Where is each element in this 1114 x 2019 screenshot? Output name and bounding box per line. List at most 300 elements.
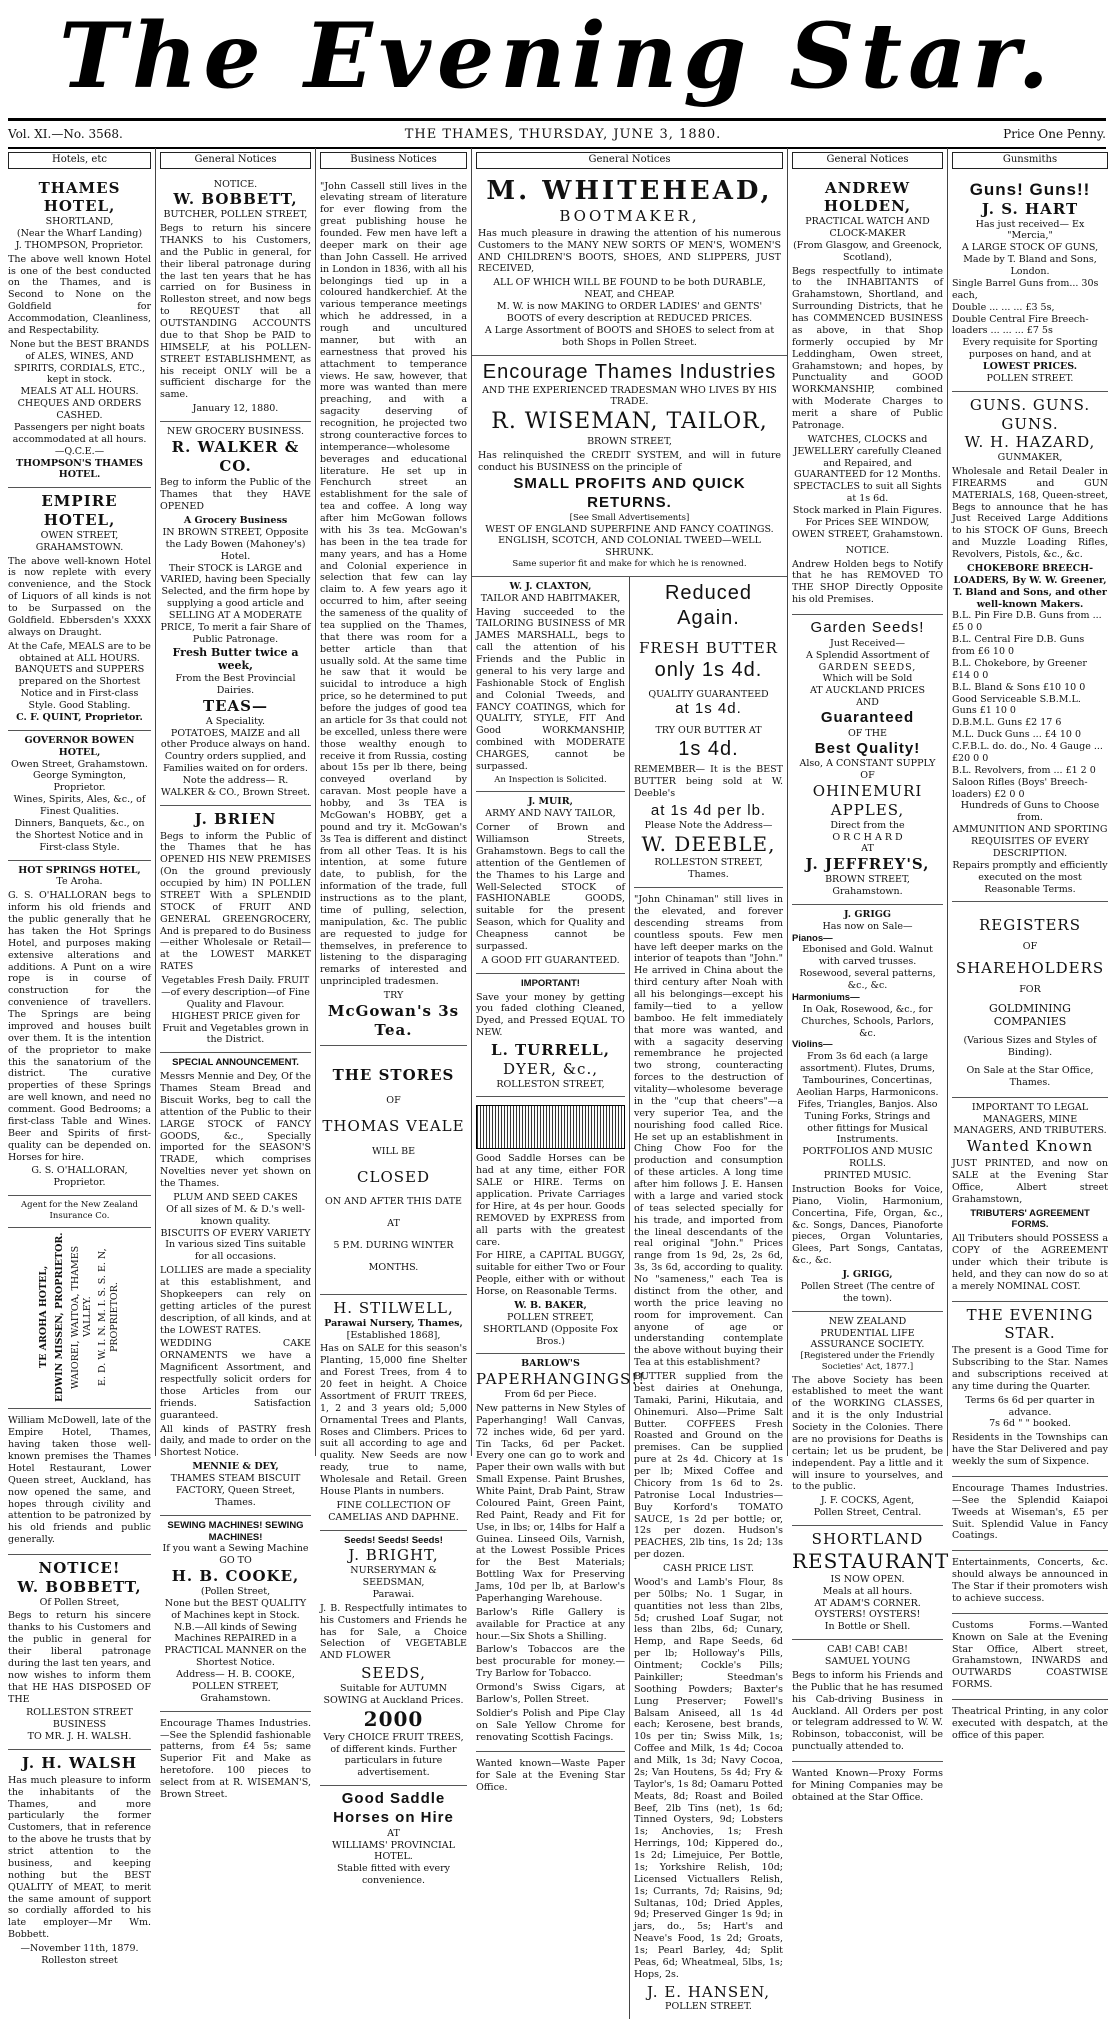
ad-line: MEALS AT ALL HOURS.	[20, 386, 139, 398]
ad-title: J. MUIR,	[528, 796, 573, 808]
ad-title: J. E. HANSEN,	[646, 1982, 771, 2001]
ad-title: J. BRIEN	[194, 809, 277, 828]
ad-line: Wines, Spirits, Ales, &c., of Finest Qualities.	[13, 794, 146, 817]
ad-line: BUTCHER, POLLEN STREET,	[163, 209, 308, 221]
ad-line: PORTFOLIOS AND MUSIC ROLLS.	[802, 1146, 933, 1170]
ad-title: SPECIAL ANNOUNCEMENT.	[172, 1057, 299, 1069]
price-line: C.F.B.L. do. do., No. 4 Gauge ... £20 0 0	[952, 741, 1103, 764]
ad-line: Guaranteed	[820, 709, 915, 726]
ad-line: Their STOCK is LARGE and VARIED, having been Specially Selected, and the firm hope by supplying a good article and SELLING AT A MODERATE PRICE, To merit a fair Share of Public Patronage.	[160, 562, 311, 645]
ad-body: Wanted known—Waste Paper for Sale at the Evening Star Office.	[476, 1758, 625, 1794]
ad-title: W. BOBBETT,	[173, 190, 298, 209]
ad-title: J. GRIGG,	[842, 1269, 893, 1280]
ad-line: POLLEN STREET.	[665, 2001, 752, 2013]
ad-body: All kinds of PASTRY fresh daily, and made to order on the Shortest Notice.	[160, 1423, 311, 1459]
ad-holden	[792, 175, 943, 616]
ad-line: W. B. BAKER,	[514, 1299, 587, 1311]
ad-line: POLLEN STREET, SHORTLAND (Opposite Fox Bros.)	[483, 1311, 618, 1347]
ad-body: Has relinquished the CREDIT SYSTEM, and will in future conduct his BUSINESS on the principle of	[478, 449, 781, 473]
ad-body: BUTTER supplied from the best dairies at Onehunga, Tamaki, Parini, Hikutaia, and Ohinemuri. Also—Prime Salt Butter. COFFEES Fresh Roasted and Ground on the premises. Can be supplied pure at 2s 4d. Chicory at 1s per lb; Mixed Coffee and Chicory from 1s 6d to 2s. Patronise Local Industries—Buy Korford's TOMATO SAUCE, 1s 2d per bottle; or, 12s per dozen. Hudson's PEACHES, 2lb tins, 1s 2d; 13s per dozen.	[634, 1371, 783, 1561]
ad-title: ANDREW HOLDEN,	[823, 178, 912, 216]
ad-line: BISCUITS OF EVERY VARIETY	[160, 1227, 311, 1239]
ad-title: J. S. HART	[981, 199, 1079, 218]
ad-line: HIGHEST PRICE given for Fruit and Vegetables grown in the District.	[162, 1010, 309, 1046]
ad-thames-hotel	[8, 175, 151, 489]
price-line: B.L. Chokebore, by Greener £14 0 0	[952, 657, 1087, 681]
ad-title: THE STORES	[332, 1066, 455, 1085]
ad-wiseman	[472, 356, 787, 577]
ad-line: In Bottle or Shell.	[824, 1621, 911, 1633]
ad-agent	[8, 1196, 151, 1228]
ad-line: AT ADAM'S CORNER.	[814, 1597, 921, 1609]
ad-line: LOWEST PRICES.	[982, 361, 1078, 372]
ad-title: Seeds! Seeds! Seeds!	[344, 1534, 443, 1546]
ad-good-saddle-horses	[320, 1786, 467, 1893]
ad-line: ROLLESTON STREET,	[496, 1078, 605, 1090]
rotated-line: TE AROHA HOTEL,	[37, 1266, 49, 1369]
ad-line: OYSTERS! OYSTERS!	[814, 1609, 921, 1621]
ad-line: MONTHS.	[368, 1262, 419, 1273]
ad-line: For Prices SEE WINDOW, OWEN STREET, Grahamstown.	[792, 516, 943, 540]
ad-line: SHORTLAND,	[45, 216, 114, 227]
ad-hart	[952, 175, 1108, 392]
ad-body: WEDDING CAKE ORNAMENTS we have a Magnificent Assortment, and respectfully solicit orders for those Articles from our friends. Satisfaction guaranteed.	[160, 1338, 311, 1421]
ad-line: —November 11th, 1879.	[20, 1943, 139, 1954]
ad-body: "John Chinaman" still lives in the elevated, and forever descending streams from countless spouts. Few men have left deeper marks on the interior of teapots than "John." He arrived in China about the third century after Noah with all his belongings—except his family—tied to a yellow bamboo. He felt immediately that more was wanted, and with a sagacity deserving remembrance he projected two strong, counteracting forces to the destruction of vitality—wholesome beverage in the "cup that cheers"—a very superior Tea, and the nourishing food called Rice. He set up an establishment in Ching Chow Foo for the production and consumption of these articles. A long time after him follows J. E. Hansen with a large and varied stock of teas selected specially for his trade, and imported from the lineal descendants of the real original "John." Prices range from 1s 9d, 2s, 2s 6d, 3s, 3s 6d, according to quality. No "sameness," each Tea is distinct from the other, and worth the price leaving no room for improvement. Can anyone of age or understanding contemplate the above without buying their Tea at this establishment?	[634, 894, 783, 1369]
ad-body: Begs to inform the Public of the Thames that he has OPENED HIS NEW PREMISES (On the ground previously occupied by him) IN POLLEN STREET With a SPLENDID STOCK of FRUIT AND GENERAL GREENGROCERY, And is prepared to do Business—either Wholesale or Retail—at the LOWEST MARKET RATES	[160, 830, 311, 973]
ad-cab	[792, 1640, 943, 1762]
ad-title: J. H. WALSH	[21, 1754, 138, 1772]
ad-line: A Large Assortment of BOOTS and SHOES to select from at both Shops in Pollen Street.	[484, 324, 775, 348]
ad-line: GOLDMINING COMPANIES	[989, 1001, 1071, 1029]
column-5-lower	[630, 577, 787, 2019]
ad-line: AT	[387, 1218, 400, 1230]
column-header: Hotels, etc	[8, 152, 151, 169]
ad-line: only 1s 4d.	[654, 658, 763, 681]
ad-title: McGowan's 3s Tea.	[327, 1001, 460, 1039]
ad-line: Fresh Butter twice a week,	[172, 645, 299, 673]
ad-line: (From Glasgow, and Greenock, Scotland),	[793, 239, 942, 263]
ad-title: W. BOBBETT,	[17, 1577, 142, 1596]
ad-line: NEW ZEALAND	[828, 1315, 907, 1327]
ad-body: Wood's and Lamb's Flour, 8s per 50lbs; No. 1 Sugar, in quantities not less than 2lbs, 5d; crushed Loaf Sugar, not less than 2lbs, 6d; Cunary, Hemp, and Rape Seeds, 6d per lb; Holloway's Pills, Ointment; Cockle's Pills; Painkiller; Steedman's Soothing Powders; Baxter's Lung Preserver; Fowell's Balsam Aniseed, all 1s 4d each; Kerosene, best brands, 10s per tin; Swiss Milk, 1s; Coffee and Milk, 1s 4d; Cocoa and Milk, 1s 3d; Navy Cocoa, 2s; Van Houtens, 5s 4d; Fry & Taylor's, 1s 8d; Oamaru Potted Meats, 8d; Roast and Boiled Beef, 2lb Tins (net), 1s 6d; Tinned Oysters, 9d; Lobsters 1s; Anchovies, 1s; Fresh Herrings, 10d; Kippered do., 1s 2d; Limejuice, Per Bottle, 1s; Yorkshire Relish, 10d; Licensed Victuallers Relish, 1s; Currants, 7d; Raisins, 9d; Sultanas, 10d; Dried Apples, 9d; Preserved Ginger 1s 9d; in jars, do., 5s; Hart's and Neave's Food, 1s 2d; Groats, 1s; Pearl Barley, 4d; Split Peas, 6d; Wheatmeal, 5lbs, 1s; Hops, 2s.	[634, 1576, 783, 1980]
ad-line: NEW GROCERY BUSINESS.	[167, 426, 304, 437]
ad-muir	[476, 792, 625, 973]
rotated-line: E. D. W. I. N. M. I. S. S. E. N, PROPRIETOR.	[97, 1248, 121, 1387]
ad-line: G. S. O'HALLORAN, Proprietor.	[31, 1165, 128, 1189]
ad-line: AMMUNITION AND SPORTING REQUISITES OF EVERY DESCRIPTION.	[952, 824, 1108, 859]
ad-line: AT	[387, 1827, 400, 1839]
ad-line: WEST OF ENGLAND SUPERFINE AND FANCY COATINGS. ENGLISH, SCOTCH, AND COLONIAL TWEED—WELL SHRUNK.	[485, 523, 774, 559]
ad-line: Parawai.	[372, 1588, 415, 1600]
ad-mennie-dey	[160, 1053, 311, 1515]
ad-title: Good Saddle Horses on Hire	[333, 1790, 454, 1826]
ad-line: From 6d per Piece.	[504, 1389, 597, 1400]
split-columns	[472, 577, 787, 2019]
ad-title: Wanted Known	[966, 1137, 1094, 1156]
column-header: Gunsmiths	[952, 152, 1108, 169]
ad-title: Encourage Thames Industries	[482, 360, 777, 383]
ad-body: Encourage Thames Industries.—See the Splendid Kaiapoi Tweeds at Wiseman's, £5 per Suit. Splendid Value in Fancy Coatings.	[952, 1482, 1108, 1542]
ad-body: Corner of Brown and Williamson Streets, Grahamstown. Begs to call the attention of the Gentlemen of the Thames to his Large and Well-Selected STOCK of FASHIONABLE GOODS, suitable for the present Season, which for Quality and Cheapness cannot be surpassed.	[476, 822, 625, 952]
ad-line: Country orders supplied, and Families waited on for orders.	[163, 751, 308, 775]
ad-line: Of all sizes of M. & D.'s well-known quality.	[166, 1203, 305, 1227]
ad-line: Same superior fit and make for which he is renowned.	[512, 559, 747, 570]
price-line: B.L. Pin Fire D.B. Guns from ... £5 0 0	[952, 610, 1102, 634]
ad-title: J. JEFFREY'S,	[805, 855, 930, 874]
ad-title: IMPORTANT!	[521, 977, 580, 989]
ad-line: Harmoniums—	[792, 991, 860, 1003]
ad-line: at 1s 4d.	[675, 700, 742, 718]
ad-deeble	[634, 577, 783, 888]
ad-hazard	[952, 392, 1108, 903]
price-line: D.B.M.L. Guns £2 17 6	[952, 717, 1062, 729]
price: Price One Penny.	[1003, 127, 1106, 141]
ad-line: C. F. QUINT, Proprietor.	[16, 711, 143, 723]
ad-line: [Established 1868],	[346, 1329, 441, 1341]
ad-line: AND THE EXPERIENCED TRADESMAN WHO LIVES BY HIS TRADE.	[482, 384, 777, 408]
ad-line: Dinners, Banquets, &c., on the Shortest Notice and in First-class Style.	[14, 817, 145, 853]
ad-line: AT AUCKLAND PRICES	[809, 685, 926, 697]
ad-line: None but the BEST BRANDS of ALES, WINES, AND SPIRITS, CORDIALS, ETC., kept in stock.	[9, 338, 150, 386]
ad-body: All Tributers should POSSESS a COPY of the AGREEMENT under which their tribute is held, and they can now do so at a merely NOMINAL COST.	[952, 1233, 1108, 1292]
column-gunsmiths	[948, 148, 1112, 1741]
ad-line: A Grocery Business	[183, 515, 288, 526]
volume-number: Vol. XI.—No. 3568.	[8, 127, 123, 141]
ad-hot-springs	[8, 861, 151, 1197]
ad-title: SHORTLAND	[811, 1530, 924, 1548]
ad-registers	[952, 902, 1108, 1097]
ad-line: Stock marked in Plain Figures.	[792, 505, 943, 516]
ad-line: M. W. is now MAKING to ORDER LADIES' and GENTS' BOOTS of every description at REDUCED PRICES.	[496, 301, 763, 324]
ad-line: Direct from the	[830, 819, 905, 831]
ad-line: TRY OUR BUTTER AT	[655, 725, 762, 737]
ad-line: Of Pollen Street,	[39, 1596, 120, 1608]
ad-title: M. WHITEHEAD,	[486, 175, 773, 206]
ad-line: A Splendid Assortment of	[806, 649, 929, 661]
ad-line: OF THE	[848, 727, 887, 739]
ad-line: WILLIAMS' PROVINCIAL HOTEL.	[332, 1839, 455, 1863]
masthead	[0, 0, 1114, 112]
ad-line: THOMPSON'S THAMES HOTEL.	[16, 457, 143, 481]
ad-line: PRINTED MUSIC.	[823, 1170, 912, 1181]
ad-grigg	[792, 905, 943, 1312]
ad-body: Ormond's Swiss Cigars, at Barlow's, Pollen Street.	[476, 1682, 625, 1705]
ad-line: WILL BE	[371, 1145, 416, 1157]
ad-line: POTATOES, MAIZE and all other Produce always on hand.	[160, 727, 311, 751]
ad-title: CLOSED	[357, 1167, 430, 1186]
ad-line: PRACTICAL WATCH AND CLOCK-MAKER	[805, 216, 930, 239]
place-date: THE THAMES, THURSDAY, JUNE 3, 1880.	[404, 126, 722, 142]
ad-title: L. TURRELL,	[491, 1041, 610, 1059]
ad-body: William McDowell, late of the Empire Hotel, Thames, having taken those well-known premises the Thames Hotel Restaurant, Lower Queen street, Auckland, has now opened the same, and hopes through civility and attention to be patronized by his old friends and public generally.	[8, 1415, 151, 1546]
ad-line: FINE COLLECTION OF CAMELIAS AND DAPHNE.	[328, 1499, 459, 1523]
ad-title: H. STILWELL,	[333, 1298, 454, 1317]
ad-prudential	[792, 1312, 943, 1526]
ad-line: OHINEMURI APPLES,	[812, 782, 923, 819]
ad-turrell	[476, 974, 625, 1098]
ad-line: TAILOR AND HABITMAKER,	[480, 592, 621, 604]
ad-body: The above well known Hotel is one of the best conducted on the Thames, and is Second to None on the Goldfield for Accommodation, Cleanliness, and Respectability.	[8, 253, 151, 336]
ad-line: FOR	[1019, 983, 1041, 995]
ad-line: A Speciality.	[205, 715, 266, 727]
ad-line: CHEQUES AND ORDERS CASHED.	[17, 398, 142, 421]
ad-body: J. B. Respectfully intimates to his Customers and Friends he has for Sale, a Choice Selection of VEGETABLE AND FLOWER	[320, 1602, 467, 1662]
ad-body: The above well-known Hotel is now replete with every convenience, and the Stock of Liquors of all kinds is not to be Surpassed on the Goldfield. Ebbersden's XXXX always on Draught.	[8, 555, 151, 638]
ad-line: MENNIE & DEY,	[192, 1461, 279, 1473]
rotated-line: WAIOREI, WAITOA, THAMES VALLEY.	[69, 1245, 93, 1389]
ad-title: CAB! CAB! CAB!	[827, 1644, 908, 1656]
ad-bobbett	[160, 175, 311, 423]
ad-line: CASH PRICE LIST.	[663, 1563, 754, 1574]
ad-body: Theatrical Printing, in any color executed with despatch, at the office of this paper.	[952, 1706, 1108, 1741]
ad-body: Soldier's Polish and Pipe Clay on Sale Yellow Chrome for renovating Scottish Facings.	[476, 1707, 625, 1743]
ad-body: Entertainments, Concerts, &c. should always be announced in The Star if their promoters wish to achieve success.	[952, 1557, 1108, 1604]
ad-line: Best Quality!	[814, 739, 921, 757]
ad-body: G. S. O'HALLORAN begs to inform his old friends and the public generally that he has taken the Hot Springs Hotel, and purposes making extensive alterations and additions. A Punt on a wire rope is in course of construction for the convenience of travellers. The Springs are being improved and houses built over them. It is the intention of the proprietor to make this the sanatorium of the district. The curative properties of these Springs are well known, and need no comment. Good Bedrooms; a first-class Table and Wines. Beer and Spirits of first-quality can be depended on. Horses for hire.	[8, 890, 151, 1163]
ad-line: J. F. COCKS, Agent,	[820, 1495, 915, 1507]
price-line: M.L. Duck Guns ... £4 10 0	[952, 729, 1081, 741]
column-business-notices	[316, 148, 472, 1887]
price-line: B.L. Bland & Sons £10 10 0	[952, 681, 1086, 693]
ad-line: From 3s 6d each (a large assortment). Flutes, Drums, Tambourines, Concertinas, Aeolian Harps, Harmonicons. Fifes, Triangles, Banjos. Also Tuning Forks, Strings and other fittings for Musical Instruments.	[796, 1051, 939, 1146]
ad-line: In various sized Tins suitable for all occasions.	[165, 1239, 306, 1263]
ad-body: The present is a Good Time for Subscribing to the Star. Names and subscriptions received at any time during the Quarter.	[952, 1345, 1108, 1392]
column-header: Business Notices	[320, 152, 467, 169]
ad-line: PRUDENTIAL LIFE ASSURANCE SOCIETY.	[810, 1327, 925, 1351]
ad-line: ARMY AND NAVY TAILOR,	[485, 808, 616, 820]
ad-line: (Various Sizes and Styles of Binding).	[963, 1035, 1097, 1058]
ad-line: Repairs promptly and efficiently executed on the most Reasonable Terms.	[952, 859, 1108, 895]
ad-whitehead	[472, 175, 787, 356]
ad-line: Has just received— Ex "Mercia,"	[975, 218, 1085, 242]
price-line: Double ... ... ... £3 5s,	[952, 301, 1055, 313]
ad-walker	[160, 422, 311, 806]
ad-title: SEWING MACHINES! SEWING MACHINES!	[167, 1519, 304, 1543]
ad-line: ROLLESTON STREET,	[654, 857, 763, 869]
ad-line: ROLLESTON STREET BUSINESS	[26, 1707, 133, 1731]
columns	[4, 148, 1112, 2013]
ad-line: (Pollen Street,	[200, 1585, 271, 1597]
ad-body: REMEMBER— It is the BEST BUTTER being sold at W. Deeble's	[634, 764, 783, 799]
ad-line: Meals at all hours.	[822, 1585, 913, 1597]
ad-title: IMPORTANT TO LEGAL MANAGERS, MINE MANAGERS, AND TRIBUTERS.	[953, 1101, 1107, 1137]
ad-title: THAMES HOTEL,	[38, 178, 121, 216]
ad-tributers	[952, 1098, 1108, 1302]
ad-line: 5 P.M. DURING WINTER	[333, 1240, 454, 1252]
ad-body: Begs to return his sincere thanks to his Customers and the public in general for their liberal patronage during the last ten years, and now wishes to inform them that HE HAS DISPOSED OF THE	[8, 1610, 151, 1705]
ad-line: QUALITY GUARANTEED	[648, 688, 769, 700]
ad-title: THE EVENING STAR.	[966, 1305, 1094, 1343]
ad-line: Pollen Street (The centre of the town).	[800, 1280, 935, 1304]
ad-line: George Symington, Proprietor.	[33, 770, 126, 794]
ad-line: SAMUEL YOUNG	[824, 1656, 911, 1667]
price-line: B.L. Revolvers, from ... £1 2 0	[952, 764, 1096, 776]
ad-line: IN BROWN STREET, Opposite the Lady Bowen (Mahoney's) Hotel.	[162, 526, 309, 562]
ad-line: Every requisite for Sporting purposes on hand, and at	[962, 337, 1098, 361]
ad-line: Hundreds of Guns to Choose from.	[960, 800, 1100, 824]
ad-line: Very CHOICE FRUIT TREES, of different kinds. Further particulars in future advertisement.	[323, 1731, 464, 1779]
ad-line: A LARGE STOCK OF GUNS,	[961, 242, 1099, 254]
ad-line: NURSERYMAN & SEEDSMAN,	[350, 1565, 437, 1588]
ad-title: GOVERNOR BOWEN HOTEL,	[24, 734, 135, 758]
ad-title: W. DEEBLE,	[641, 832, 776, 857]
ad-line: Also, A CONSTANT SUPPLY OF	[799, 758, 936, 782]
ad-line: Stable fitted with every convenience.	[336, 1863, 451, 1887]
ad-line: Ebonised and Gold. Walnut with carved trusses. Rosewood, several patterns, &c., &c.	[799, 944, 936, 991]
ad-mcdowell	[8, 1409, 151, 1555]
ad-line: If you want a Sewing Machine GO TO	[162, 1543, 309, 1567]
ad-title: SHAREHOLDERS	[955, 959, 1105, 977]
ad-body: Residents in the Townships can have the Star Delivered and pay weekly the sum of Sixpence.	[952, 1432, 1108, 1467]
ad-title: RESTAURANT	[792, 1548, 950, 1573]
ad-line: TEAS—	[202, 696, 269, 715]
ad-line: Which will be Sold	[822, 673, 913, 685]
ad-body: Having succeeded to the TAILORING BUSINESS of MR JAMES MARSHALL, begs to call the attention of his Friends and the Public in general to his very large and Fashionable Stock of English and Colonial Tweeds, and FANCY COATINGS, which for QUALITY, STYLE, FIT And Good WORKMANSHIP, combined with MODERATE CHARGES, cannot be surpassed.	[476, 606, 625, 772]
ad-body: Encourage Thames Industries.—See the Splendid fashionable patterns, from £4 5s; same Superior Fit and Make as heretofore. 100 pieces to select from at R. WISEMAN'S, Brown Street.	[160, 1717, 311, 1800]
ad-line: Thames.	[688, 869, 729, 881]
ad-title: W. H. HAZARD,	[964, 433, 1096, 452]
ad-title: REGISTERS	[979, 916, 1081, 935]
ad-line: 1s 4d.	[678, 738, 739, 760]
ad-line: 7s 6d " " booked.	[989, 1418, 1071, 1430]
ad-body: "John Cassell still lives in the elevating stream of literature for ever flowing from the great publishing house he founded. Few men have left a deeper mark on their age than John Cassell. He arrived in London in 1836, with all his belongings tied up in a coloured handkerchief. At the various temperance meetings which he addressed, in a rough and uncultured manner, but with an earnestness that proved his attachment to temperance views. He saw, however, that more was wanted than mere preaching, and with a sagacity deserving of recognition, he projected two strong counteractive forces to intemperance—wholesome beverages and educational literature. He set up in Fenchurch street an establishment for the sale of tea and coffee. A long way after him McGowan follows with his 3s tea. McGowan's has been in the tea trade for many years, and has a Home and Colonial experience in selection that few can lay claim to. A few years ago it occurred to him, after seeing the sameness of the quality of tea supplied on the Thames, that there was room for a better article than that usually sold. At the same time he saw that it would be suicidal to introduce a high price, so he determined to put before the judges of good tea an article for 3s that could not be excelled, unless there were those wealthy enough to receive it from Russia, costing about 15s per lb there, being conveyed overland by caravan. Most people have a hobby, and 3s TEA is McGowan's HOBBY, get a pound and try it. McGowan's 3s Tea is different and distinct from all other Teas. It is his intention, at some future date, to publish, for the information of the trade, full instructions as to the plant, time of pulling, selection, manipulation, &c. The public are requested to judge for themselves, in preference to listening to the disparaging remarks of interested and unprincipled tradesmen.	[320, 180, 467, 988]
ad-title: HOT SPRINGS HOTEL,	[18, 864, 141, 876]
ad-line: THAMES STEAM BISCUIT FACTORY, Queen Street, Thames.	[170, 1473, 301, 1508]
ad-governor-bowen	[8, 731, 151, 861]
ad-title: GUNS. GUNS. GUNS.	[969, 395, 1091, 433]
ad-body: Good Saddle Horses can be had at any time, either FOR SALE or HIRE. Terms on application. Private Carriages for Hire, at 4s per hour. Goods REMOVED by EXPRESS from all parts with the greatest care.	[476, 1153, 625, 1248]
ad-line: [Registered under the Friendly Societies' Act, 1877.]	[800, 1351, 935, 1372]
ad-line: BROWN STREET,	[587, 435, 672, 447]
ad-body: Barlow's Rifle Gallery is available for Practice at any hour.—Six Shots a Shilling.	[476, 1606, 625, 1642]
ad-line: January 12, 1880.	[192, 403, 279, 415]
ad-small-4	[952, 1700, 1108, 1750]
ad-line: (Near the Wharf Landing)	[16, 227, 143, 239]
ad-title: H. B. COOKE,	[171, 1567, 300, 1586]
ad-body: Wanted Known—Proxy Forms for Mining Companies may be obtained at the Star Office.	[792, 1768, 943, 1803]
column-hotels	[4, 148, 156, 1966]
ad-line: An Inspection is Solicited.	[494, 774, 607, 785]
rotated-line: EDWIN MISSEN, PROPRIETOR.	[53, 1232, 65, 1403]
ad-line: At the Cafe, MEALS are to be obtained at ALL HOURS. BANQUETS and SUPPERS prepared on the Shortest Notice and in First-class Style. Good Stabling.	[8, 640, 151, 711]
ad-line: at 1s 4d per lb.	[650, 801, 767, 819]
ad-walsh	[8, 1750, 151, 1973]
dateline	[8, 118, 1106, 149]
ad-title: Guns! Guns!!	[969, 179, 1091, 199]
ad-body: LOLLIES are made a speciality at this establishment, and Shopkeepers can rely on getting articles of the purest description, of all kinds, and at the LOWEST RATES.	[160, 1265, 311, 1336]
ad-veale	[320, 1046, 467, 1295]
ad-body: Messrs Mennie and Dey, Of the Thames Steam Bread and Biscuit Works, beg to call the attention of the Public to their LARGE STOCK of FANCY GOODS, &c., Specially imported for the SEASON'S TRADE, which comprises Novelties never yet shown on the Thames.	[160, 1071, 311, 1189]
ad-title: R. WISEMAN, TAILOR,	[491, 409, 768, 435]
ad-line: In Oak, Rosewood, &c., for Churches, Schools, Parlors, &c.	[801, 1003, 934, 1039]
price-line: Single Barrel Guns from... 30s each,	[952, 277, 1099, 301]
ad-line: —Q.C.E.—	[54, 445, 105, 457]
ad-jeffrey	[792, 615, 943, 905]
ad-line: O R C H A R D	[832, 831, 903, 843]
ad-line: Suitable for AUTUMN SOWING at Auckland Prices.	[323, 1682, 464, 1706]
ad-title: DYER, &c.,	[503, 1059, 598, 1078]
column-general-notices-3	[788, 148, 950, 1803]
ad-body: Instruction Books for Voice, Piano, Violin, Harmonium, Concertina, Fife, Organ, &c., &c. Songs, Dances, Pianoforte pieces, Organ Voluntaries, Glees, Part Songs, Cantatas, &c., &c.	[792, 1183, 943, 1267]
ad-line: From the Best Provincial Dairies.	[175, 673, 296, 696]
ad-title: EMPIRE HOTEL,	[41, 492, 118, 529]
ad-body: New patterns in New Styles of Paperhanging! Wall Canvas, 72 inches wide, 6d per yard. Tin Tacks, 6d per Packet. Every one can go to work and Paper their own walls with but Small Expense. Paint Brushes, White Paint, Drab Paint, Straw Coloured Paint, Green Paint, Red Paint, Ready and Fit for Use, in lbs; or, 14lbs for Half a Guinea. Linseed Oils, Varnish, at the Lowest Possible Prices for the Best Materials; Bottling Wax for Preserving Jams, 10d per lb, at Barlow's Paperhanging Warehouse.	[476, 1402, 625, 1604]
ad-line: Pianos—	[792, 932, 833, 944]
carriage-engraving	[476, 1105, 625, 1149]
ad-bobbett-notice	[8, 1555, 151, 1750]
ad-line: Violins—	[792, 1039, 833, 1051]
ad-line: WATCHES, CLOCKS and JEWELLERY carefully Cleaned and Repaired, and GUARANTEED for 12 Months. SPECTACLES to suit all Sights at 1s 6d.	[793, 433, 942, 505]
ad-line: Te Aroha.	[56, 876, 103, 888]
ad-title: W. J. CLAXTON,	[509, 580, 592, 592]
ad-proxy-forms	[792, 1762, 943, 1812]
column-general-notices-2	[472, 148, 788, 2013]
ad-line: GARDEN SEEDS,	[818, 661, 917, 673]
ad-title: J. BRIGHT,	[348, 1546, 439, 1565]
ad-small-2	[952, 1551, 1108, 1614]
ad-cooke	[160, 1516, 311, 1712]
ad-line: Parawai Nursery, Thames,	[324, 1317, 463, 1329]
column-general-notices-1	[156, 148, 316, 1800]
ad-line: Has now on Sale—	[822, 920, 913, 932]
ad-line: ON AND AFTER THIS DATE	[325, 1196, 462, 1208]
ad-line: Rolleston street	[41, 1954, 118, 1966]
price-line: Good Serviceable S.B.M.L. Guns £1 10 0	[952, 693, 1081, 717]
ad-baker	[476, 1097, 625, 1354]
ad-waste-paper	[476, 1752, 625, 1802]
ad-line: AT	[861, 843, 874, 855]
ad-line: OF	[1022, 941, 1038, 953]
ad-body: Beg to inform the Public of the Thames that they HAVE OPENED	[160, 477, 311, 513]
ad-line: TRY	[383, 990, 404, 1001]
ad-line: TRIBUTERS' AGREEMENT FORMS.	[970, 1207, 1090, 1231]
ad-line: CHOKEBORE BREECH-LOADERS, By W. W. Greener, T. Bland and Sons, and other well-known Makers.	[953, 562, 1107, 610]
ad-body: The above Society has been established to meet the want of the WORKING CLASSES, and it is the only Industrial Society in the Colonies. There are no provisions for Deaths is certain; let us be prudent, be independent. Pay a little and it will insure to yourselves, and to the public.	[792, 1374, 943, 1493]
ad-line: PLUM AND SEED CAKES	[173, 1191, 298, 1203]
ad-body: Begs to return his sincere THANKS to his Customers, and the Public in general, for their liberal patronage during the last ten years that he has carried on for Business in Rolleston street, and now begs to REQUEST that all OUTSTANDING ACCOUNTS due to that Shop be PAID to HIMSELF, at his POLLEN-STREET ESTABLISHMENT, as his receipt ONLY will be a sufficient discharge for the same.	[160, 223, 311, 401]
ad-line: Pollen Street, Central.	[813, 1507, 922, 1519]
ad-title: J. GRIGG	[843, 908, 892, 920]
column-4-lower	[472, 577, 646, 2019]
ad-line: NOTICE.	[213, 178, 258, 190]
ad-title: PAPERHANGINGS!!	[476, 1370, 646, 1389]
column-header: General Notices	[160, 152, 311, 169]
ad-line: ALL OF WHICH WILL BE FOUND to be both DURABLE, NEAT, and CHEAP.	[493, 277, 766, 301]
ad-brien	[160, 806, 311, 1054]
ad-title: BOOTMAKER,	[559, 207, 700, 225]
ad-line: Vegetables Fresh Daily. FRUIT—of every description—of Fine Quality and Flavour.	[161, 975, 310, 1010]
ad-body: Wholesale and Retail Dealer in FIREARMS and GUN MATERIALS, 168, Queen-street, Begs to announce that he has Just Received Large Additions to his STOCK OF Guns, Breech and Muzzle Loading Rifles, Revolvers, Pistols, &c., &c.	[952, 465, 1108, 560]
ad-line: NOTICE.	[845, 544, 890, 556]
ad-line: POLLEN STREET.	[986, 372, 1074, 384]
ad-title: THOMAS VEALE	[322, 1117, 465, 1135]
ad-title: Garden Seeds!	[810, 619, 925, 636]
ad-line: SEEDS,	[361, 1664, 426, 1683]
ad-empire-hotel	[8, 488, 151, 731]
ad-line: 2000	[363, 1706, 424, 1731]
ad-line: Owen Street, Grahamstown.	[11, 758, 148, 770]
ad-title: BARLOW'S	[521, 1358, 580, 1370]
ad-small-3	[952, 1614, 1108, 1700]
ad-line: N.B.—All kinds of Sewing Machines REPAIRED in a PRACTICAL MANNER on the Shortest Notice.	[164, 1621, 307, 1669]
ad-line: OF	[386, 1095, 401, 1107]
price-line: B.L. Central Fire D.B. Guns from £6 10 0	[952, 634, 1085, 657]
ad-line: SMALL PROFITS AND QUICK RETURNS.	[513, 475, 746, 512]
ad-stilwell	[320, 1295, 467, 1531]
ad-hansen	[634, 888, 783, 2019]
ad-body: Andrew Holden begs to Notify that he has REMOVED TO THE SHOP Directly Opposite his old Premises.	[792, 558, 943, 606]
